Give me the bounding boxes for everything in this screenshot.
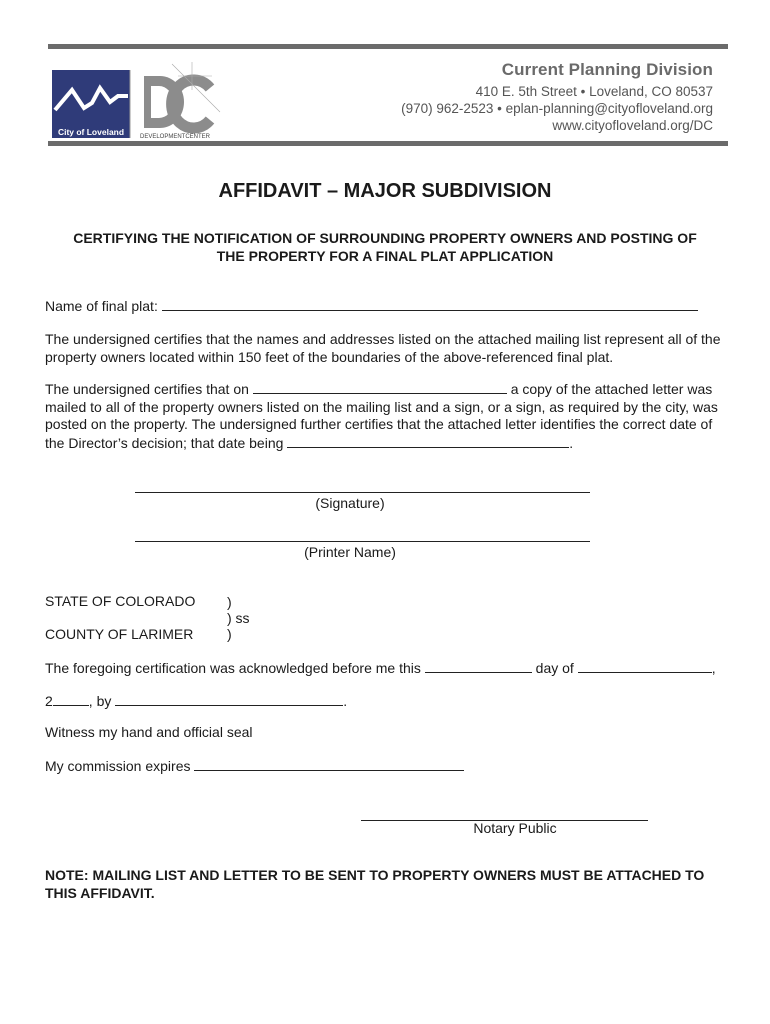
para2-line4: the Director’s decision; that date being: [45, 434, 284, 451]
paragraph-1: [45, 331, 725, 366]
document-title: AFFIDAVIT – MAJOR SUBDIVISION: [218, 180, 552, 202]
notary-label: Notary Public: [473, 820, 557, 836]
name-of-plat-row: [45, 297, 725, 316]
header-top-rule: [48, 44, 728, 49]
commission-field[interactable]: [194, 757, 464, 771]
city-of-loveland-logo: [52, 60, 232, 140]
printer-name-label: (Printer Name): [304, 544, 396, 560]
year-field[interactable]: [53, 692, 89, 706]
contact-block: [401, 60, 713, 134]
subtitle-line-1: CERTIFYING THE NOTIFICATION OF SURROUNDING PROPERTY OWNERS AND POSTING OF: [73, 230, 697, 246]
address: 410 E. 5th Street • Loveland, CO 80537: [475, 84, 713, 99]
ack-text-a: The foregoing certification was acknowledged before me this: [45, 660, 421, 676]
division-name: Current Planning Division: [501, 60, 713, 79]
mailing-date-field[interactable]: [253, 380, 507, 394]
venue-paren-2: ): [227, 626, 232, 642]
venue-paren-ss: ) ss: [227, 610, 250, 626]
website: www.cityofloveland.org/DC: [552, 118, 713, 133]
commission-label: My commission expires: [45, 758, 191, 774]
by-name-field[interactable]: [115, 692, 343, 706]
paragraph-2: The undersigned certifies that on a copy of the attached letter was mailed to all of the property owners listed on the mailing list and a sign, or a sign, as required by the city, was posted on the property. The undersigned further certifies that the attached letter identifies the correct date of the Director’s decision; that date being .: [45, 380, 725, 452]
para1-line1: The undersigned certifies that the names and addresses listed on the attached mailing list represent all of the: [45, 331, 721, 347]
para2-line1-b: a copy of the attached letter was: [510, 381, 713, 397]
name-of-plat-field[interactable]: [162, 297, 698, 311]
subtitle-line-2: THE PROPERTY FOR A FINAL PLAT APPLICATION: [216, 248, 554, 264]
decision-date-field[interactable]: [287, 434, 569, 448]
para2-line3: posted on the property. The undersigned further certifies that the attached letter identifies the correct date of: [45, 416, 713, 432]
header-bottom-rule: [48, 141, 728, 146]
note-line2: THIS AFFIDAVIT.: [45, 885, 155, 901]
signature-label: (Signature): [315, 495, 385, 511]
note-line1: NOTE: MAILING LIST AND LETTER TO BE SENT TO PROPERTY OWNERS MUST BE ATTACHED TO: [45, 867, 705, 883]
state-label: STATE OF COLORADO: [45, 593, 196, 609]
document-subtitle: [40, 229, 730, 265]
svg-text:DEVELOPMENTCENTER: DEVELOPMENTCENTER: [140, 134, 211, 140]
acknowledgement-row: The foregoing certification was acknowledged before me this day of ,: [45, 660, 716, 676]
signature-line[interactable]: [135, 492, 590, 493]
ack-month-field[interactable]: [578, 659, 712, 673]
attachment-note: [45, 866, 735, 902]
svg-text:City of Loveland: City of Loveland: [57, 127, 125, 137]
para2-line1-a: The undersigned certifies that on: [45, 381, 249, 397]
printer-name-line[interactable]: [135, 541, 590, 542]
year-by-row: 2 , by .: [45, 693, 348, 709]
by-label: , by: [88, 693, 112, 709]
name-of-plat-label: Name of final plat:: [45, 298, 158, 314]
year-prefix: 2: [45, 693, 53, 709]
witness-text: Witness my hand and official seal: [45, 724, 253, 740]
para2-line2: mailed to all of the property owners listed on the mailing list and a sign, or a sign, as required by the city, was: [45, 398, 718, 415]
phone-email: (970) 962-2523 • eplan-planning@cityofloveland.org: [401, 101, 713, 116]
commission-row: [45, 757, 725, 776]
venue-paren-1: ): [227, 594, 232, 610]
ack-day-field[interactable]: [425, 659, 532, 673]
para1-line2: property owners located within 150 feet of the boundaries of the above-referenced final plat.: [45, 348, 614, 365]
county-label: COUNTY OF LARIMER: [45, 626, 194, 642]
ack-text-b: day of: [535, 660, 574, 676]
